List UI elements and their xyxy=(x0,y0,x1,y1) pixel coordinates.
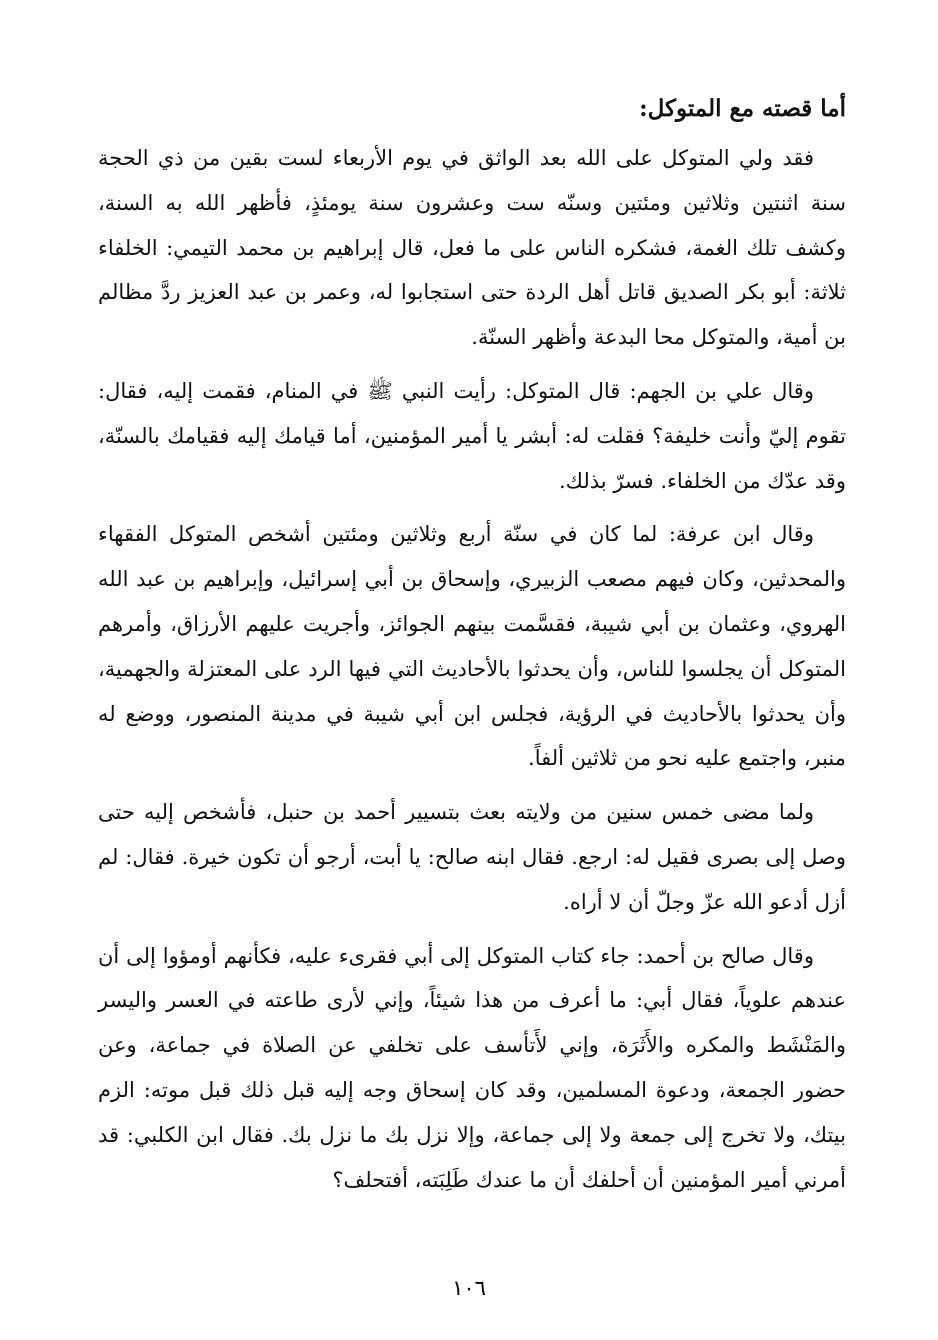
paragraph-accession: فقد ولي المتوكل على الله بعد الواثق في يوم الأربعاء لست بقين من ذي الحجة سنة اثنتين وثلاثين ومئتين وسنّه ست وعشرون سنة يومئذٍ، فأظهر الله به السنة، وكشف تلك الغمة، فشكره الناس على ما فعل، قال إبراهيم بن محمد التيمي: الخلفاء ثلاثة: أبو بكر الصديق قاتل أهل الردة حتى استجابوا له، وعمر بن عبد العزيز ردَّ مظالم بن أمية، والمتوكل محا البدعة وأظهر السنّة. xyxy=(98,146,846,350)
paragraph-ibn-arafa: وقال ابن عرفة: لما كان في سنّة أربع وثلاثين ومئتين أشخص المتوكل الفقهاء والمحدثين، وكان فيهم مصعب الزبيري، وإسحاق بن أبي إسرائيل، وإبراهيم بن عبد الله الهروي، وعثمان بن أبي شيبة، فقسَّمت بينهم الجوائز، وأجريت عليهم الأرزاق، وأمرهم المتوكل أن يجلسوا للناس، وأن يحدثوا بالأحاديث التي فيها الرد على المعتزلة والجهمية، وأن يحدثوا بالأحاديث في الرؤية، فجلس ابن أبي شيبة في مدينة المنصور، ووضع له منبر، واجتمع عليه نحو من ثلاثين ألفاً. xyxy=(98,522,846,771)
paragraph-salih-letter: وقال صالح بن أحمد: جاء كتاب المتوكل إلى أبي فقرىء عليه، فكأنهم أومؤوا إلى أن عندهم علوياً، فقال أبي: ما أعرف من هذا شيئاً، وإني لأرى طاعته في العسر واليسر والمَنْشَط والمكره والأَثَرَة، وإني لأَتأسف على تخلفي عن الصلاة في جماعة، وعن حضور الجمعة، ودعوة المسلمين، وقد كان إسحاق وجه إليه قبل ذلك قبل موته: الزم بيتك، ولا تخرج إلى جمعة ولا إلى جماعة، وإلا نزل بك ما نزل بك. فقال ابن الكلبي: قد أمرني أمير المؤمنين أن أحلفك أن ما عندك طَلِبَته، أفتحلف؟ xyxy=(98,943,846,1192)
paragraph-ahmad-summoned: ولما مضى خمس سنين من ولايته بعث بتسيير أحمد بن حنبل، فأشخص إليه حتى وصل إلى بصرى فقيل له: ارجع. فقال ابنه صالح: يا أبت، أرجو أن تكون خيرة. فقال: لم أزل أدعو الله عزّ وجلّ أن لا أراه. xyxy=(98,800,846,914)
paragraph-dream: وقال علي بن الجهم: قال المتوكل: رأيت النبي ﷺ في المنام، فقمت إليه، فقال: تقوم إليّ وأنت خليفة؟ فقلت له: أبشر يا أمير المؤمنين، أما قيامك إليه فقيامك بالسنّة، وقد عدّك من الخلفاء. فسرّ بذلك. xyxy=(98,378,846,493)
section-heading: أما قصته مع المتوكل: xyxy=(639,95,846,122)
page-number: ١٠٦ xyxy=(452,1276,486,1300)
